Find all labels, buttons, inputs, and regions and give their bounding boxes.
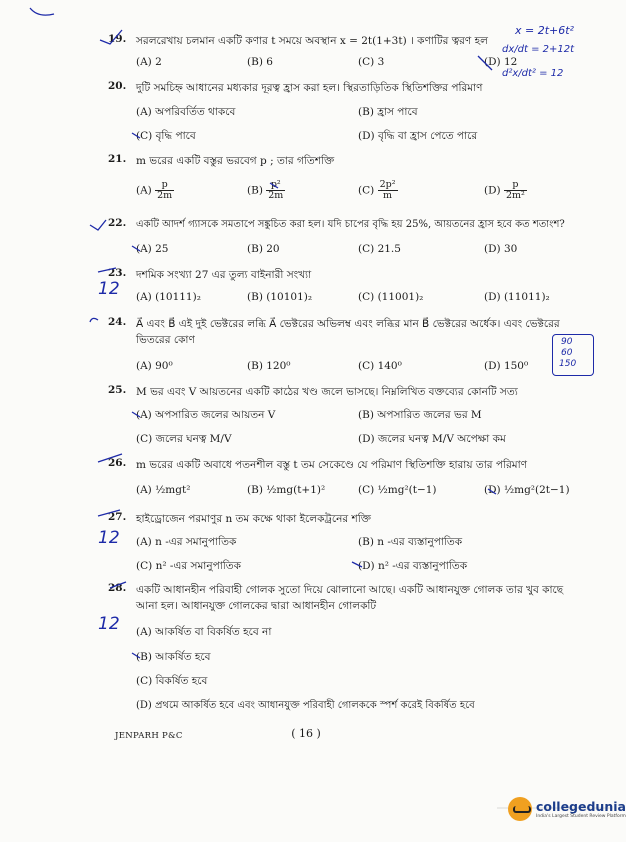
handwritten-equation: dx/dt = 2+12t xyxy=(502,44,575,55)
question-text: A⃗ এবং B⃗ এই দুই ভেক্টরের লব্ধি A⃗ ভেক্টরের অভিলম্ব এবং লব্ধির মান B⃗ ভেক্টরের অর্ধেক। এবং ভেক্টরের ভিতরের কোণ xyxy=(136,318,560,346)
option-d: (D) জলের ঘনত্ব M/V অপেক্ষা কম xyxy=(358,433,506,445)
handwritten-equation: d²x/dt² = 12 xyxy=(502,68,564,79)
denominator: 2m² xyxy=(505,190,525,201)
brand-logo-icon xyxy=(508,797,532,821)
option-label: (B) xyxy=(247,184,263,197)
handwritten-mark: 90 xyxy=(561,337,573,347)
tick-mark xyxy=(90,318,98,322)
question-text: m ভরের একটি বস্তুর ভরবেগ p ; তার গতিশক্তি xyxy=(136,155,335,167)
pen-scribble xyxy=(30,8,54,15)
option-label: (A) xyxy=(136,184,152,197)
question-number: 26. xyxy=(108,457,127,469)
answer-strike xyxy=(132,653,140,658)
option-b: (B) (10101)₂ xyxy=(247,291,313,303)
option-d: (D) প্রথমে আকর্ষিত হবে এবং আধানযুক্ত পরিবাহী গোলককে স্পর্শ করেই বিকর্ষিত হবে xyxy=(136,700,475,711)
option-a: (A) ½mgt² xyxy=(136,484,191,496)
option-d: (D) ½mg²(2t−1) xyxy=(484,484,570,496)
option-a: (A) n -এর সমানুপাতিক xyxy=(136,536,237,548)
option-c: (C) বৃদ্ধি পাবে xyxy=(136,130,196,142)
tick-mark xyxy=(98,268,116,272)
question-number: 21. xyxy=(108,153,127,165)
answer-strike xyxy=(352,562,362,567)
option-b: (B) ½mg(t+1)² xyxy=(247,484,326,496)
numerator: p xyxy=(155,180,174,191)
option-b: (B) 20 xyxy=(247,243,280,255)
option-b: (B) 6 xyxy=(247,56,273,68)
tick-mark xyxy=(100,30,122,44)
question-number: 20. xyxy=(108,80,127,92)
denominator: m xyxy=(383,190,393,201)
question-number: 28. xyxy=(108,582,127,594)
tick-mark xyxy=(110,582,126,588)
handwritten-mark: 150 xyxy=(559,359,577,369)
answer-strike xyxy=(488,489,496,494)
page-number: ( 16 ) xyxy=(291,727,321,740)
option-b: (B) n -এর ব্যস্তানুপাতিক xyxy=(358,536,463,548)
option-d: (D) (11011)₂ xyxy=(484,291,550,303)
option-c: (C) 3 xyxy=(358,56,385,68)
option-c: (C) n² -এর সমানুপাতিক xyxy=(136,560,242,572)
option-c: (C) 140⁰ xyxy=(358,360,402,372)
option-c: (C) (11001)₂ xyxy=(358,291,424,303)
option-c: (C) 21.5 xyxy=(358,243,401,255)
option-a: (A) 2 xyxy=(136,56,162,68)
question-number: 27. xyxy=(108,511,127,523)
question-text: হাইড্রোজেন পরমাণুর n তম কক্ষে থাকা ইলেকট্রনের শক্তি xyxy=(136,513,371,525)
option-a: (A) 90⁰ xyxy=(136,360,173,372)
question-text: দশমিক সংখ্যা 27 এর তুল্য বাইনারী সংখ্যা xyxy=(136,269,312,281)
answer-strike xyxy=(132,412,140,417)
question-text: একটি আধানহীন পরিবাহী গোলক সুতো দিয়ে ঝোলানো আছে। একটি আধানযুক্ত গোলক তার খুব কাছে আনা হল। আধানযুক্ত গোলকের দ্বারা আধানহীন গোলকটি xyxy=(136,584,564,612)
footer-code: JENPARH P&C xyxy=(115,731,183,741)
brand-tagline: India's Largest Student Review Platform xyxy=(536,814,626,819)
question-text: সরলরেখায় চলমান একটি কণার t সময়ে অবস্থান x = 2t(1+3t) । কণাটির ত্বরণ হল xyxy=(136,35,488,47)
option-d: (D) বৃদ্ধি বা হ্রাস পেতে পারে xyxy=(358,130,478,142)
handwritten-mark: 12 xyxy=(98,279,120,299)
option-d: (D) 12 xyxy=(484,56,518,68)
option-d: (D) 150⁰ xyxy=(484,360,529,372)
question-number: 22. xyxy=(108,217,127,229)
numerator: p² xyxy=(266,180,285,191)
tick-mark xyxy=(98,510,120,516)
question-number: 24. xyxy=(108,316,127,328)
option-a: (A) 25 xyxy=(136,243,169,255)
denominator: 2m xyxy=(268,190,284,201)
tick-mark xyxy=(98,454,122,462)
option-b: (B) আকর্ষিত হবে xyxy=(136,651,211,663)
numerator: 2p² xyxy=(379,179,396,190)
option-d: (D) 30 xyxy=(484,243,518,255)
brand-watermark xyxy=(508,797,626,821)
brand-text xyxy=(536,799,626,819)
option-b: (B) 120⁰ xyxy=(247,360,291,372)
option-c: (C) বিকর্ষিত হবে xyxy=(136,675,208,687)
answer-strike xyxy=(132,133,140,138)
denominator: 2m xyxy=(157,190,173,201)
question-text: M ভর এবং V আয়তনের একটি কাঠের খণ্ড জলে ভাসছে। নিম্নলিখিত বক্তব্যের কোনটি সত্য xyxy=(136,386,518,398)
answer-strike xyxy=(132,246,140,251)
tick-mark xyxy=(90,220,106,230)
handwritten-mark: 12 xyxy=(98,528,120,548)
option-b: (B) হ্রাস পাবে xyxy=(358,106,418,118)
handwritten-mark: 12 xyxy=(98,614,120,634)
option-label: (C) xyxy=(358,184,375,197)
numerator: p xyxy=(504,180,527,191)
option-a: (A) অপরিবর্তিত থাকবে xyxy=(136,106,236,118)
answer-strike xyxy=(270,183,278,188)
question-text: দুটি সমচিহ্ন আধানের মধ্যকার দূরত্ব হ্রাস করা হল। স্থিরতাড়িতিক স্থিতিশক্তির পরিমাণ xyxy=(136,82,483,94)
option-b: (B) অপসারিত জলের ভর M xyxy=(358,409,482,421)
question-text: একটি আদর্শ গ্যাসকে সমতাপে সঙ্কুচিত করা হল। যদি চাপের বৃদ্ধি হয় 25%, আয়তনের হ্রাস হবে কত শতাংশ? xyxy=(136,219,565,230)
handwritten-equation: x = 2t+6t² xyxy=(515,24,574,37)
option-a: (A) আকর্ষিত বা বিকর্ষিত হবে না xyxy=(136,626,272,638)
question-number: 23. xyxy=(108,267,127,279)
question-number: 25. xyxy=(108,384,127,396)
question-number: 19. xyxy=(108,33,127,45)
brand-name: collegedunia xyxy=(536,799,626,814)
option-d: (D) n² -এর ব্যস্তানুপাতিক xyxy=(358,560,468,572)
handwritten-mark: 60 xyxy=(561,348,573,358)
question-text: m ভরের একটি অবাধে পতনশীল বস্তু t তম সেকেণ্ডে যে পরিমাণ স্থিতিশক্তি হারায় তার পরিমাণ xyxy=(136,459,528,471)
option-c: (C) ½mg²(t−1) xyxy=(358,484,437,496)
answer-strike xyxy=(478,56,492,70)
option-a: (A) (10111)₂ xyxy=(136,291,201,303)
option-c: (C) জলের ঘনত্ব M/V xyxy=(136,433,232,445)
option-label: (D) xyxy=(484,184,501,197)
option-a: (A) অপসারিত জলের আয়তন V xyxy=(136,409,276,421)
